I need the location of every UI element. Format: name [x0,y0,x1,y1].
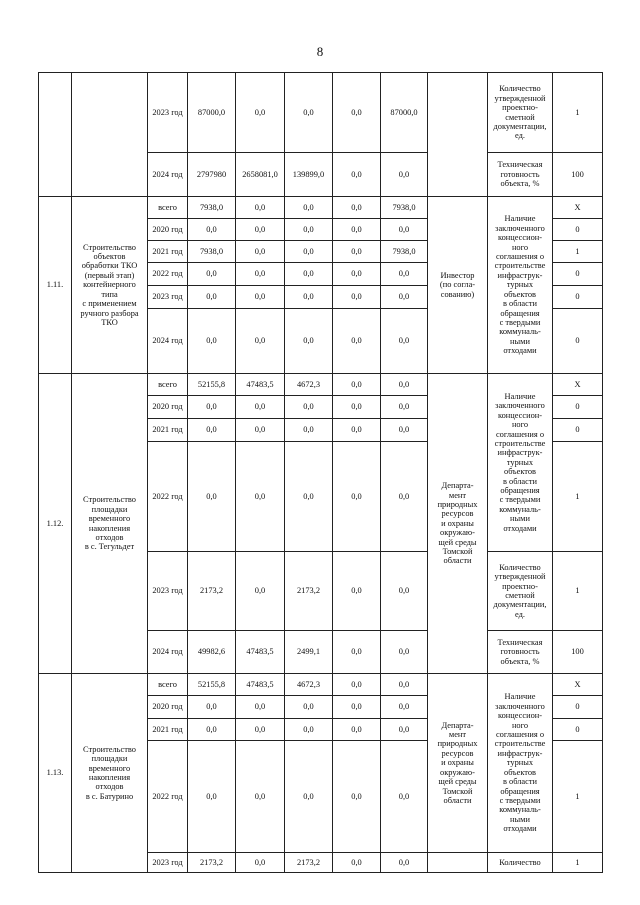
extrabudget-cell: 0,0 [381,309,428,374]
total-cell: 0,0 [188,219,236,241]
year-cell: 2022 год [148,741,188,853]
indicator-value: 0 [553,263,603,286]
indicator-cell: Наличие заключенного концессион- ного соглашения о строительстве инфраструк- турных объектов в области обращения с твердыми коммуналь- ными отходами [488,374,553,552]
regional-cell: 0,0 [285,741,333,853]
indicator-value: X [553,374,603,396]
item-name: Строительство площадки временного накопления отходов в с. Тегульдет [72,374,148,674]
indicator-value: 0 [553,286,603,309]
item-name: Строительство объектов обработки ТКО (первый этап) контейнерного типа с применением ручного разбора ТКО [72,197,148,374]
year-cell: всего [148,374,188,396]
indicator-value: 0 [553,396,603,419]
federal-cell: 0,0 [236,442,285,552]
indicator-cell: Количество [488,853,553,873]
total-cell: 0,0 [188,719,236,741]
federal-cell: 0,0 [236,219,285,241]
federal-cell: 0,0 [236,719,285,741]
regional-cell: 0,0 [285,263,333,286]
total-cell: 87000,0 [188,73,236,153]
local-cell: 0,0 [333,263,381,286]
federal-cell: 0,0 [236,696,285,719]
local-cell: 0,0 [333,552,381,631]
federal-cell: 0,0 [236,741,285,853]
indicator-value: 0 [553,219,603,241]
regional-cell: 2173,2 [285,552,333,631]
regional-cell: 0,0 [285,241,333,263]
regional-cell: 0,0 [285,396,333,419]
extrabudget-cell: 7938,0 [381,197,428,219]
total-cell: 49982,6 [188,631,236,674]
indicator-value: 1 [553,853,603,873]
local-cell: 0,0 [333,631,381,674]
year-cell: 2023 год [148,73,188,153]
year-cell: 2022 год [148,442,188,552]
federal-cell: 0,0 [236,197,285,219]
table-row [39,197,603,219]
indicator-value: 0 [553,419,603,442]
year-cell: 2024 год [148,631,188,674]
indicator-value: 1 [553,552,603,631]
indicator-cell: Наличие заключенного концессион- ного соглашения о строительстве инфраструк- турных объектов в области обращения с твердыми коммуналь- ными отходами [488,197,553,374]
item-name [72,73,148,197]
local-cell: 0,0 [333,153,381,197]
indicator-cell: Наличие заключенного концессион- ного соглашения о строительстве инфраструк- турных объектов в области обращения с твердыми коммуналь- ными отходами [488,674,553,853]
local-cell: 0,0 [333,197,381,219]
extrabudget-cell: 0,0 [381,263,428,286]
year-cell: 2021 год [148,719,188,741]
extrabudget-cell: 0,0 [381,396,428,419]
regional-cell: 4672,3 [285,374,333,396]
table-row [39,73,603,153]
extrabudget-cell: 0,0 [381,696,428,719]
regional-cell: 0,0 [285,197,333,219]
total-cell: 0,0 [188,396,236,419]
year-cell: 2020 год [148,396,188,419]
local-cell: 0,0 [333,396,381,419]
regional-cell: 139899,0 [285,153,333,197]
extrabudget-cell: 0,0 [381,374,428,396]
federal-cell: 0,0 [236,241,285,263]
extrabudget-cell: 0,0 [381,631,428,674]
regional-cell: 0,0 [285,219,333,241]
year-cell: 2024 год [148,309,188,374]
year-cell: всего [148,197,188,219]
program-table [38,72,603,873]
extrabudget-cell: 0,0 [381,674,428,696]
regional-cell: 0,0 [285,419,333,442]
extrabudget-cell: 0,0 [381,741,428,853]
regional-cell: 0,0 [285,696,333,719]
indicator-value: 0 [553,719,603,741]
indicator-cell: Техническая готовность объекта, % [488,631,553,674]
federal-cell: 0,0 [236,396,285,419]
indicator-value: 1 [553,241,603,263]
indicator-value: 1 [553,73,603,153]
item-number: 1.12. [39,374,72,674]
extrabudget-cell: 0,0 [381,442,428,552]
extrabudget-cell: 0,0 [381,286,428,309]
item-number: 1.11. [39,197,72,374]
total-cell: 0,0 [188,309,236,374]
year-cell: 2024 год [148,153,188,197]
extrabudget-cell: 0,0 [381,853,428,873]
federal-cell: 0,0 [236,309,285,374]
local-cell: 0,0 [333,309,381,374]
extrabudget-cell: 0,0 [381,153,428,197]
regional-cell: 0,0 [285,442,333,552]
total-cell: 0,0 [188,741,236,853]
extrabudget-cell: 87000,0 [381,73,428,153]
year-cell: 2023 год [148,286,188,309]
federal-cell: 47483,5 [236,374,285,396]
local-cell: 0,0 [333,241,381,263]
extrabudget-cell: 0,0 [381,219,428,241]
local-cell: 0,0 [333,374,381,396]
regional-cell: 0,0 [285,309,333,374]
page-number: 8 [316,44,324,59]
regional-cell: 4672,3 [285,674,333,696]
regional-cell: 2499,1 [285,631,333,674]
regional-cell: 0,0 [285,73,333,153]
local-cell: 0,0 [333,219,381,241]
local-cell: 0,0 [333,419,381,442]
federal-cell: 0,0 [236,419,285,442]
table-row [39,374,603,396]
local-cell: 0,0 [333,741,381,853]
indicator-value: X [553,197,603,219]
local-cell: 0,0 [333,719,381,741]
federal-cell: 0,0 [236,286,285,309]
item-number: 1.13. [39,674,72,873]
indicator-value: 0 [553,696,603,719]
total-cell: 0,0 [188,263,236,286]
year-cell: 2020 год [148,696,188,719]
regional-cell: 0,0 [285,286,333,309]
year-cell: 2023 год [148,853,188,873]
year-cell: 2020 год [148,219,188,241]
local-cell: 0,0 [333,696,381,719]
federal-cell: 2658081,0 [236,153,285,197]
executor-cell [428,853,488,873]
federal-cell: 0,0 [236,552,285,631]
indicator-value: 1 [553,741,603,853]
year-cell: 2021 год [148,419,188,442]
indicator-value: 100 [553,631,603,674]
total-cell: 52155,8 [188,374,236,396]
total-cell: 0,0 [188,442,236,552]
total-cell: 0,0 [188,419,236,442]
executor-cell: Инвестор (по согла- сованию) [428,197,488,374]
executor-cell: Департа- мент природных ресурсов и охраны окружаю- щей среды Томской области [428,674,488,853]
federal-cell: 0,0 [236,263,285,286]
executor-cell [428,73,488,197]
indicator-value: 0 [553,309,603,374]
year-cell: 2021 год [148,241,188,263]
local-cell: 0,0 [333,442,381,552]
item-number [39,73,72,197]
federal-cell: 47483,5 [236,674,285,696]
indicator-cell: Количество утвержденной проектно- сметной документации, ед. [488,73,553,153]
extrabudget-cell: 7938,0 [381,241,428,263]
local-cell: 0,0 [333,286,381,309]
total-cell: 2173,2 [188,552,236,631]
total-cell: 0,0 [188,696,236,719]
total-cell: 7938,0 [188,241,236,263]
total-cell: 0,0 [188,286,236,309]
indicator-cell: Техническая готовность объекта, % [488,153,553,197]
total-cell: 2797980 [188,153,236,197]
extrabudget-cell: 0,0 [381,419,428,442]
year-cell: всего [148,674,188,696]
total-cell: 52155,8 [188,674,236,696]
local-cell: 0,0 [333,73,381,153]
year-cell: 2023 год [148,552,188,631]
extrabudget-cell: 0,0 [381,552,428,631]
indicator-cell: Количество утвержденной проектно- сметной документации, ед. [488,552,553,631]
federal-cell: 47483,5 [236,631,285,674]
indicator-value: 100 [553,153,603,197]
total-cell: 7938,0 [188,197,236,219]
local-cell: 0,0 [333,853,381,873]
total-cell: 2173,2 [188,853,236,873]
executor-cell: Департа- мент природных ресурсов и охраны окружаю- щей среды Томской области [428,374,488,674]
regional-cell: 2173,2 [285,853,333,873]
local-cell: 0,0 [333,674,381,696]
federal-cell: 0,0 [236,73,285,153]
indicator-value: 1 [553,442,603,552]
extrabudget-cell: 0,0 [381,719,428,741]
item-name: Строительство площадки временного накопления отходов в с. Батурино [72,674,148,873]
table-row [39,674,603,696]
year-cell: 2022 год [148,263,188,286]
indicator-value: X [553,674,603,696]
federal-cell: 0,0 [236,853,285,873]
regional-cell: 0,0 [285,719,333,741]
